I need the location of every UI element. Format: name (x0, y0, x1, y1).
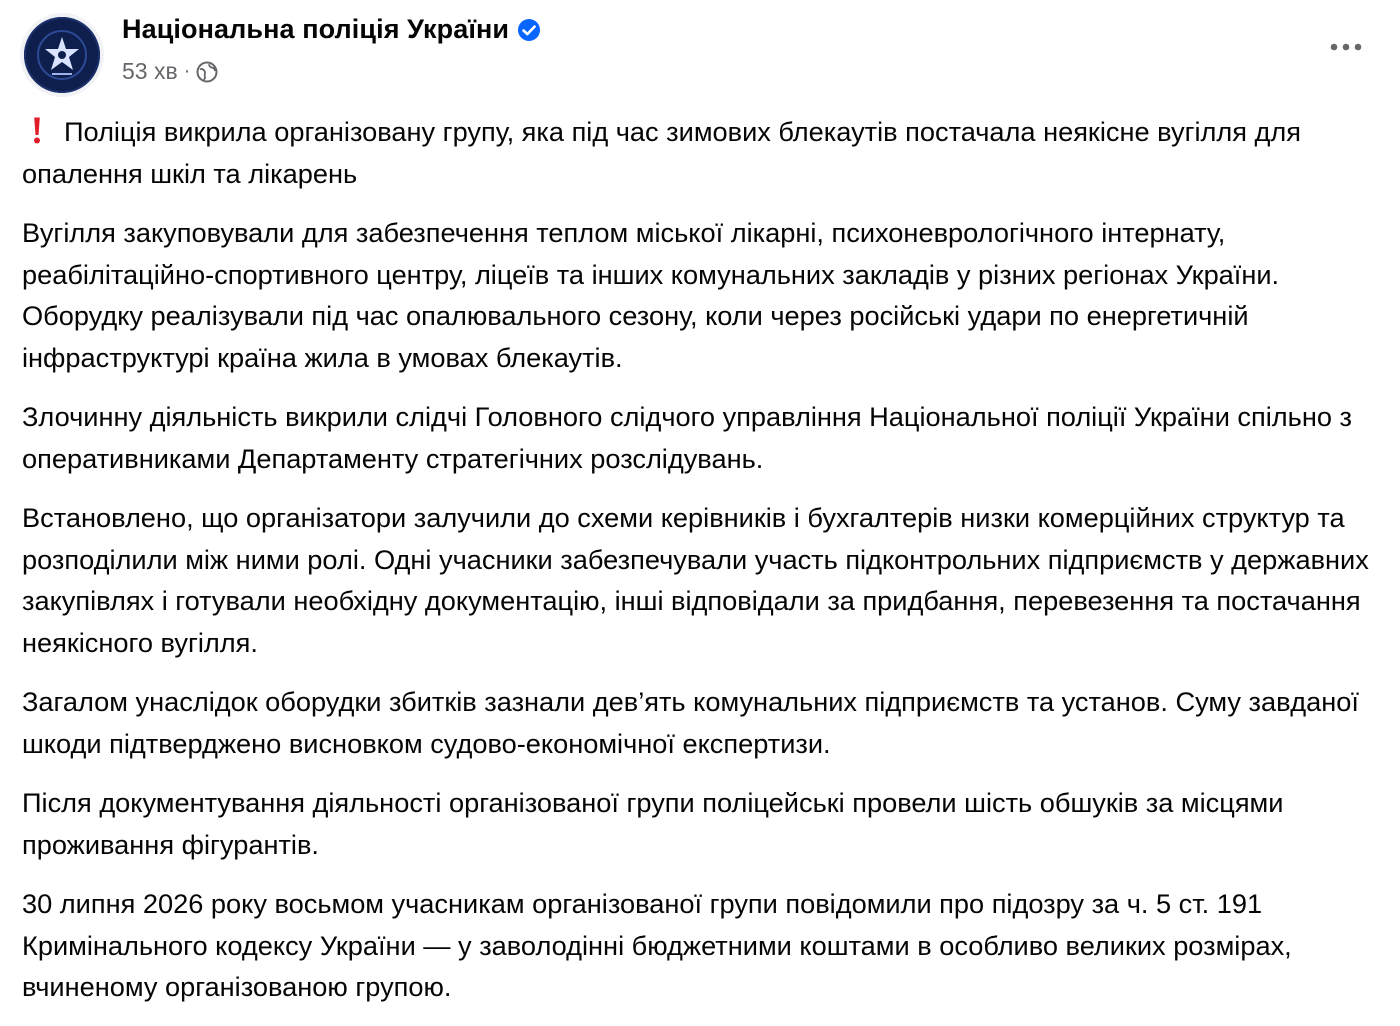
post-paragraph: Після документування діяльності організованої групи поліцейські провели шість обшуків за місцями проживання фігурантів. (22, 787, 1284, 860)
post-paragraph: Вугілля закуповували для забезпечення теплом міської лікарні, психоневрологічного інтернату, реабілітаційно-спортивного центру, ліцеїв та інших комунальних закладів у різних регіонах України. Оборудку реалізували під час опалювального сезону, коли через російські удари по енергетичній інфраструктурі країна жила в умовах блекаутів. (22, 217, 1280, 373)
more-options-icon (1329, 39, 1363, 57)
post-header (0, 0, 1400, 110)
post-paragraph: Загалом унаслідок оборудки збитків зазнали дев’ять комунальних підприємств та установ. Суму завданої шкоди підтверджено висновком судово-економічної експертизи. (22, 686, 1359, 759)
page-avatar[interactable] (20, 13, 104, 97)
post-paragraph: Злочинну діяльність викрили слідчі Головного слідчого управління Національної поліції України спільно з оперативниками Департаменту стратегічних розслідувань. (22, 401, 1352, 474)
post-meta (122, 58, 218, 85)
post-timestamp[interactable]: 53 хв (122, 58, 178, 84)
globe-icon[interactable] (196, 61, 218, 83)
post-content (22, 111, 1382, 1026)
page-name-row (122, 14, 541, 45)
police-emblem-icon (24, 17, 100, 93)
post-paragraph: 30 липня 2026 року восьмом учасникам організованої групи повідомили про підозру за ч. 5 ст. 191 Кримінального кодексу України — у заволодінні бюджетними коштами в особливо великих розмірах, вчиненому організованою групою. (22, 888, 1292, 1002)
headline-text: Поліція викрила організовану групу, яка під час зимових блекаутів постачала неякісне вугілля для опалення шкіл та лікарень (22, 116, 1302, 189)
more-options-button[interactable] (1318, 26, 1374, 70)
page-name[interactable]: Національна поліція України (122, 14, 510, 44)
meta-separator: · (183, 60, 191, 82)
post-headline (22, 111, 1382, 194)
red-exclamation-icon (22, 115, 52, 145)
post-paragraph: Встановлено, що організатори залучили до схеми керівників і бухгалтерів низки комерційних структур та розподілили між ними ролі. Одні учасники забезпечували участь підконтрольних підприємств у державних закупівлях і готували необхідну документацію, інші відповідали за придбання, перевезення та постачання неякісного вугілля. (22, 502, 1369, 658)
verified-badge-icon (517, 18, 541, 42)
